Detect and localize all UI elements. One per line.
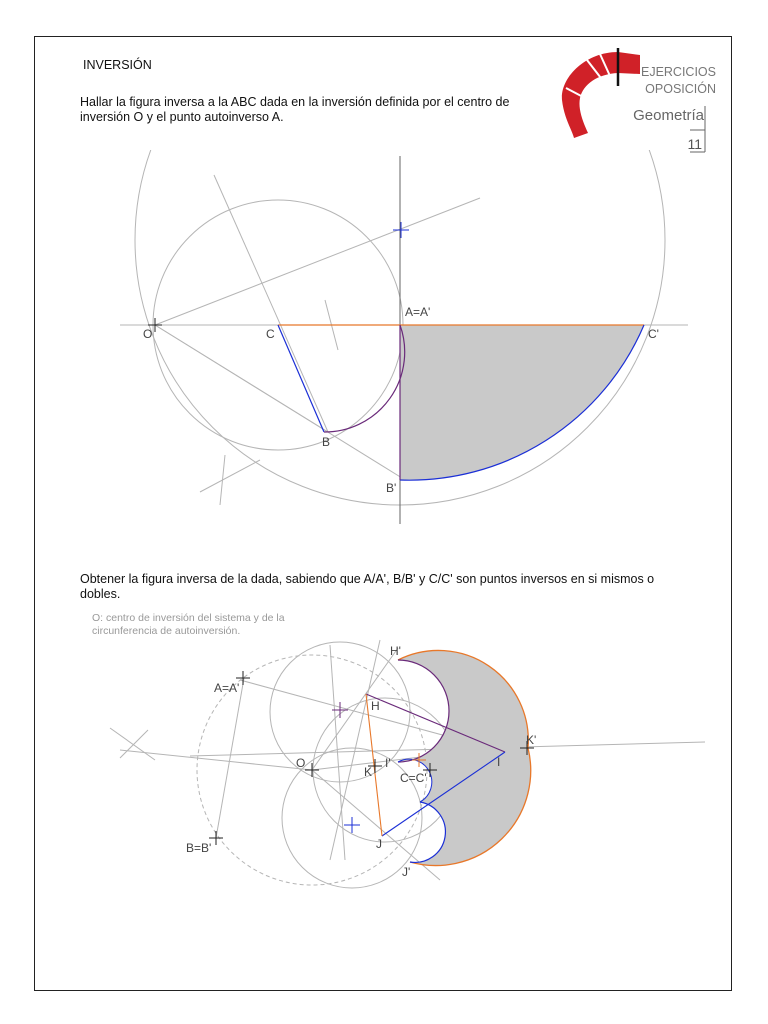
label-A: A=A' [214,681,240,695]
label-O: O [143,327,153,341]
exercise2-note: O: centro de inversión del sistema y de la circunferencia de autoinversión. [92,612,285,637]
label-C: C [266,327,275,341]
page-title: INVERSIÓN [83,58,152,72]
label-I-prime: I' [385,756,391,770]
label-B-prime: B' [386,481,397,495]
label-I: I [497,755,501,769]
label-C: C=C' [400,771,427,785]
logo-text-ejercicios: EJERCICIOS [640,65,716,79]
label-H: H [371,699,380,713]
sheet-number: 11 [687,136,702,152]
label-K-prime: K' [526,733,537,747]
label-C-prime: C' [648,327,659,341]
label-H-prime: H' [390,644,401,658]
exercise1-statement: Hallar la figura inversa a la ABC dada en la inversión definida por el centro de inversión O y el punto autoinverso A. [80,95,510,124]
label-J-prime: J' [402,865,411,879]
label-O: O [296,756,306,770]
label-B: B=B' [186,841,212,855]
exercise2-statement: Obtener la figura inversa de la dada, sabiendo que A/A', B/B' y C/C' son puntos inversos en si mismos o dobles. [80,572,655,601]
label-B: B [322,435,331,449]
label-J: J [376,837,382,851]
label-K: K [364,765,373,779]
subject-label: Geometría [633,107,704,124]
logo-text-oposicion: OPOSICIÓN [645,82,716,96]
label-A: A=A' [405,305,431,319]
